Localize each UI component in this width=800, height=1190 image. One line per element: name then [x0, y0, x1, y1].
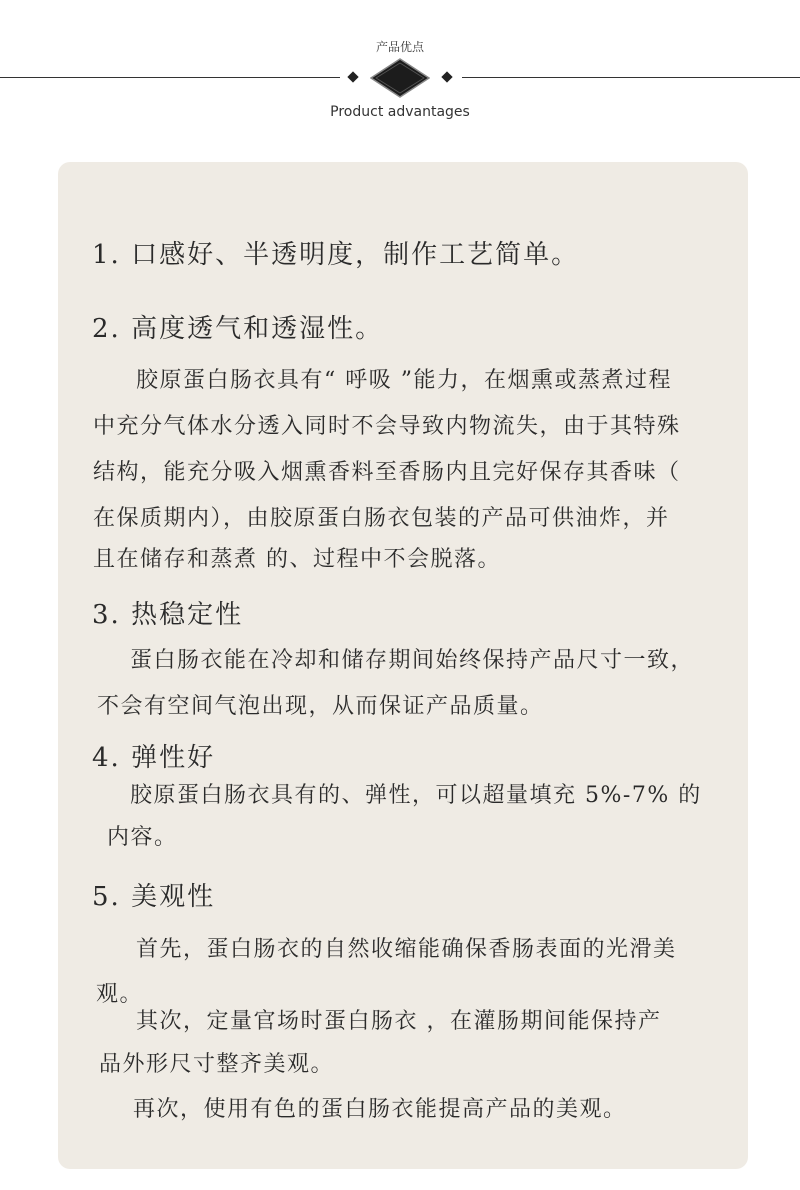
section-2-heading: 2. 高度透气和透湿性。: [92, 314, 384, 344]
section-1-heading: 1. 口感好、半透明度，制作工艺简单。: [92, 240, 580, 270]
section-3-line-2: 不会有空间气泡出现，从而保证产品质量。: [97, 694, 544, 719]
section-2-line-3: 结构，能充分吸入烟熏香料至香肠内且完好保存其香味（: [93, 460, 681, 485]
section-3-heading: 3. 热稳定性: [92, 600, 244, 630]
section-5-line-4: 品外形尺寸整齐美观。: [99, 1052, 335, 1077]
section-5-heading: 5. 美观性: [92, 882, 216, 912]
section-2-line-2: 中充分气体水分透入同时不会导致内物流失，由于其特殊: [93, 414, 681, 439]
section-4-line-1: 胶原蛋白肠衣具有的、弹性，可以超量填充 5%-7% 的: [130, 783, 702, 808]
section-2-line-4: 在保质期内），由胶原蛋白肠衣包装的产品可供油炸，并: [93, 506, 670, 531]
diamond-ornament-icon: [370, 58, 430, 98]
header-title-cn: 产品优点: [375, 40, 424, 54]
section-4-heading: 4. 弹性好: [92, 743, 216, 773]
section-3-line-1: 蛋白肠衣能在冷却和储存期间始终保持产品尺寸一致，: [130, 648, 695, 673]
section-5-line-2: 观。: [96, 982, 144, 1007]
header-title-en: Product advantages: [330, 104, 470, 120]
diamond-small-right-icon: [441, 71, 452, 82]
section-4-line-2: 内容。: [107, 825, 178, 850]
diamond-small-left-icon: [347, 71, 358, 82]
section-5-line-3: 其次，定量官场时蛋白肠衣 ，在灌肠期间能保持产: [136, 1009, 662, 1034]
section-5-line-5: 再次，使用有色的蛋白肠衣能提高产品的美观。: [133, 1097, 627, 1122]
divider-left: [0, 77, 340, 78]
section-5-line-1: 首先，蛋白肠衣的自然收缩能确保香肠表面的光滑美: [136, 937, 677, 962]
divider-right: [462, 77, 800, 78]
section-2-line-1: 胶原蛋白肠衣具有“ 呼吸 ”能力，在烟熏或蒸煮过程: [136, 368, 672, 393]
section-2-line-5: 且在储存和蒸煮 的、过程中不会脱落。: [93, 547, 501, 572]
section-header: [0, 0, 800, 140]
